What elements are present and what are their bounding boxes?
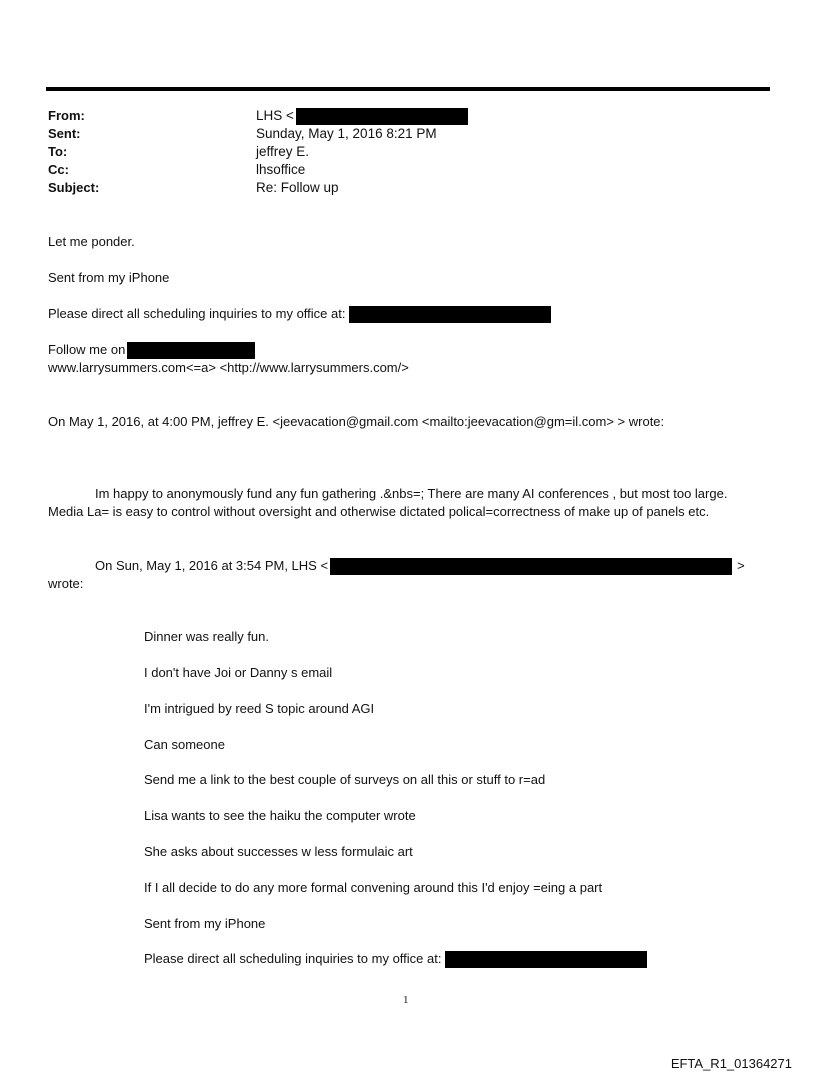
nested-line: Can someone (144, 737, 225, 752)
document-id: EFTA_R1_01364271 (670, 1056, 792, 1071)
cc-label: Cc: (48, 162, 69, 177)
body-line-ponder: Let me ponder. (48, 234, 135, 249)
nested-line: She asks about successes w less formulaic art (144, 844, 413, 859)
nested-line: Send me a link to the best couple of surveys on all this or stuff to r=ad (144, 772, 546, 787)
redaction-block (296, 108, 468, 125)
body-line-website[interactable]: www.larrysummers.com<=a> <http://www.larrysummers.com/> (48, 360, 409, 375)
body-line-follow (48, 341, 255, 359)
redaction-block (127, 342, 255, 359)
header-rule (46, 87, 770, 91)
redaction-block (349, 306, 551, 323)
quote2-intro (95, 557, 745, 575)
body-line-scheduling (48, 305, 551, 323)
nested-scheduling-text: Please direct all scheduling inquiries to my office at: (144, 951, 442, 966)
quote1-intro: On May 1, 2016, at 4:00 PM, jeffrey E. <jeevacation@gmail.com <mailto:jeevacation@gm=il.com> > wrote: (48, 414, 665, 429)
nested-line: Dinner was really fun. (144, 629, 269, 644)
from-value-text: LHS < (256, 108, 294, 123)
redaction-block (445, 951, 647, 968)
nested-line: I don't have Joi or Danny s email (144, 665, 333, 680)
nested-line: If I all decide to do any more formal convening around this I'd enjoy =eing a part (144, 880, 603, 895)
to-label: To: (48, 144, 68, 159)
quote1-paragraph-line1: Im happy to anonymously fund any fun gathering .&nbs=; There are many AI conferences , but most too large. (95, 486, 728, 501)
sent-label: Sent: (48, 126, 81, 141)
quote1-paragraph-line2: Media La= is easy to control without oversight and otherwise dictated polical=correctness of make up of panels etc. (48, 504, 710, 519)
quote2-wrote: wrote: (48, 576, 84, 591)
from-value (256, 107, 468, 125)
subject-value: Re: Follow up (256, 180, 339, 195)
subject-label: Subject: (48, 180, 100, 195)
nested-line: Sent from my iPhone (144, 916, 266, 931)
follow-text: Follow me on (48, 342, 126, 357)
quote2-intro-text: On Sun, May 1, 2016 at 3:54 PM, LHS < (95, 558, 329, 573)
nested-line: I'm intrigued by reed S topic around AGI (144, 701, 375, 716)
cc-value: lhsoffice (256, 162, 306, 177)
scheduling-text: Please direct all scheduling inquiries to my office at: (48, 306, 346, 321)
sent-value: Sunday, May 1, 2016 8:21 PM (256, 126, 437, 141)
nested-line: Lisa wants to see the haiku the computer wrote (144, 808, 416, 823)
quote2-close: > (737, 558, 745, 573)
from-label: From: (48, 108, 85, 123)
page-number: 1 (403, 994, 409, 1006)
body-line-sent-from: Sent from my iPhone (48, 270, 170, 285)
to-value: jeffrey E. (256, 144, 310, 159)
redaction-block (330, 558, 732, 575)
nested-line-scheduling (144, 950, 647, 968)
